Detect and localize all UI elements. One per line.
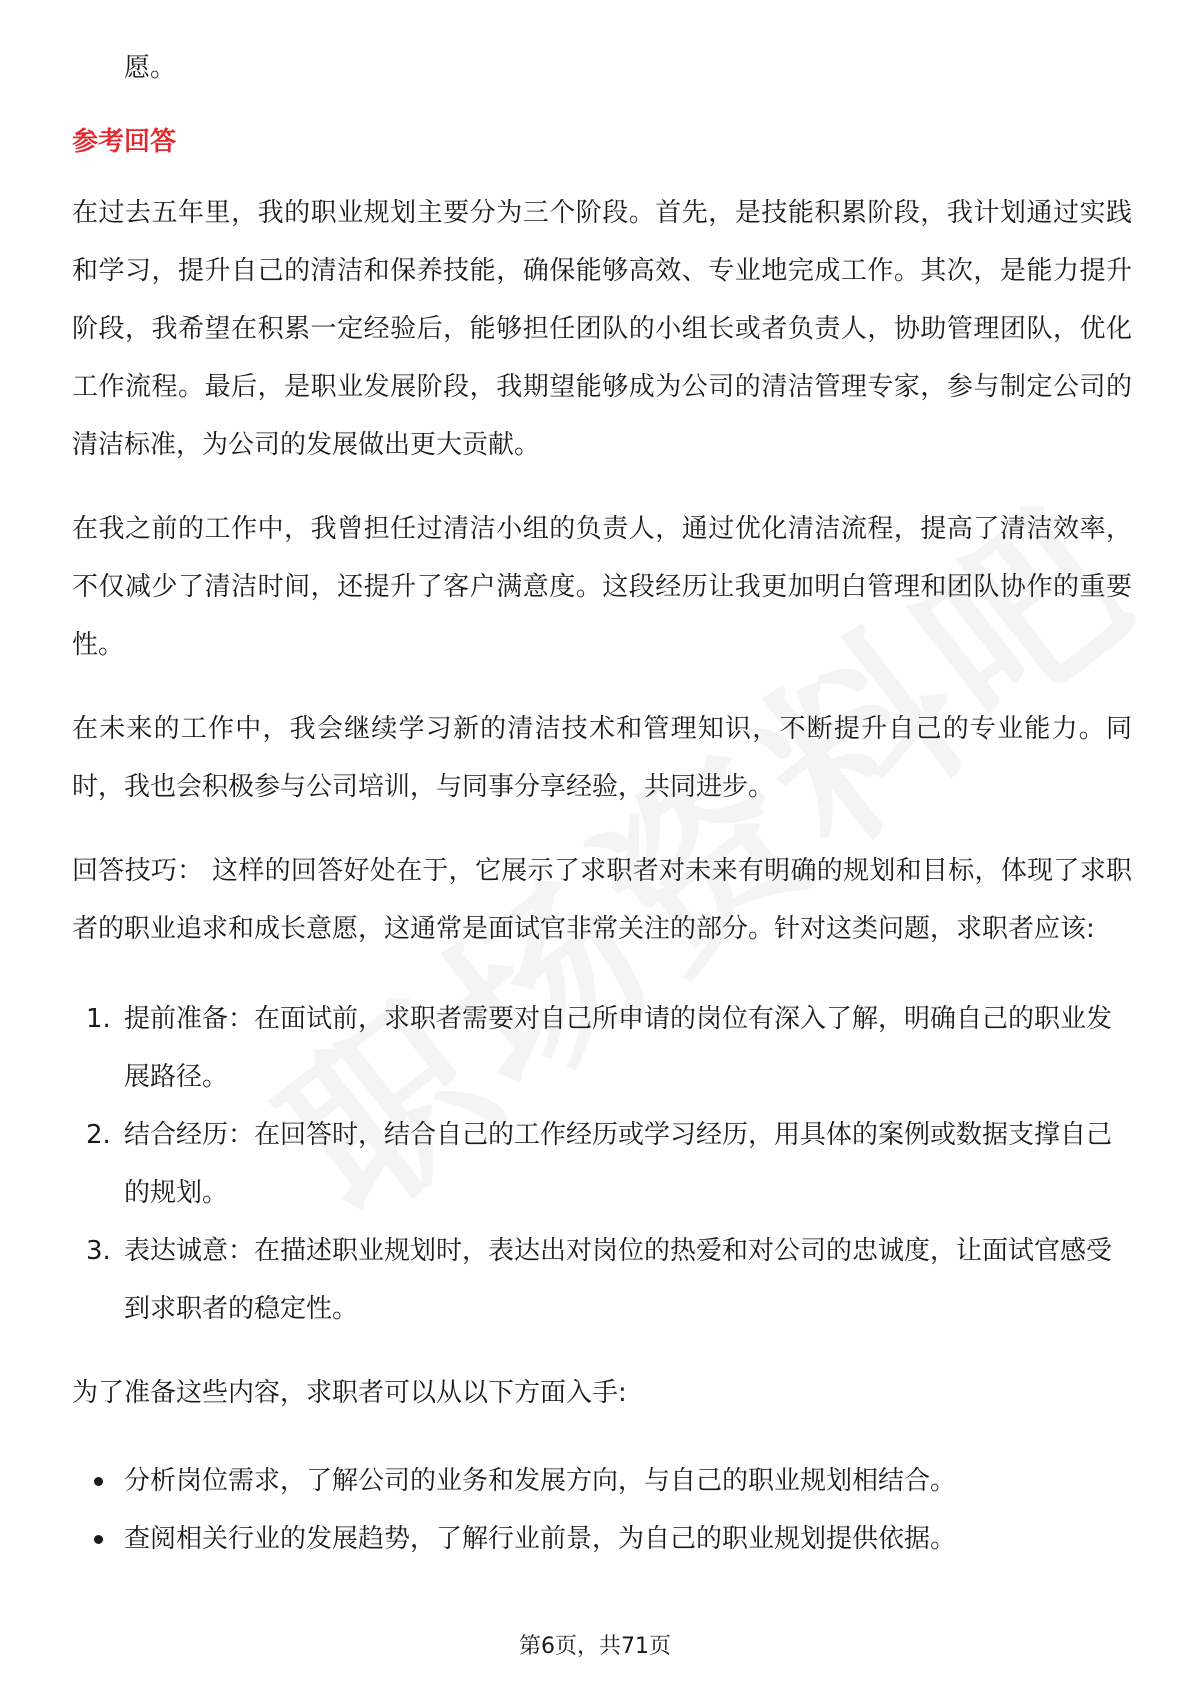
- list-item: [72, 1106, 1132, 1222]
- list-item-text: 查阅相关行业的发展趋势，了解行业前景，为自己的职业规划提供依据。: [124, 1524, 957, 1554]
- page-number-footer: 第6页，共71页: [519, 1634, 671, 1659]
- list-number: 1.: [86, 1004, 111, 1034]
- list-item: [72, 1222, 1132, 1338]
- list-item-text: 结合经历：在回答时，结合自己的工作经历或学习经历，用具体的案例或数据支撑自己的规划。: [124, 1120, 1113, 1208]
- continued-text: 愿。: [124, 53, 177, 83]
- preparation-intro: 为了准备这些内容，求职者可以从以下方面入手:: [72, 1378, 627, 1408]
- list-item: [72, 1510, 1132, 1568]
- bullet-dot-icon: [94, 1535, 103, 1544]
- section-title-reference-answer: 参考回答: [72, 127, 177, 157]
- list-number: 3.: [86, 1236, 111, 1266]
- page-content: [72, 44, 1132, 1568]
- answer-paragraph-2: 在我之前的工作中，我曾担任过清洁小组的负责人，通过优化清洁流程，提高了清洁效率，不仅减少了清洁时间，还提升了客户满意度。这段经历让我更加明白管理和团队协作的重要性。: [72, 514, 1132, 660]
- list-number: 2.: [86, 1120, 111, 1150]
- answer-paragraph-3: 在未来的工作中，我会继续学习新的清洁技术和管理知识，不断提升自己的专业能力。同时，我也会积极参与公司培训，与同事分享经验，共同进步。: [72, 714, 1132, 802]
- list-item-text: 提前准备：在面试前，求职者需要对自己所申请的岗位有深入了解，明确自己的职业发展路径。: [124, 1004, 1113, 1092]
- list-item-text: 表达诚意：在描述职业规划时，表达出对岗位的热爱和对公司的忠诚度，让面试官感受到求职者的稳定性。: [124, 1236, 1113, 1324]
- list-item-text: 分析岗位需求，了解公司的业务和发展方向，与自己的职业规划相结合。: [124, 1466, 957, 1496]
- preparation-bullet-list: [72, 1452, 1132, 1568]
- answer-paragraph-1: 在过去五年里，我的职业规划主要分为三个阶段。首先，是技能积累阶段，我计划通过实践和学习，提升自己的清洁和保养技能，确保能够高效、专业地完成工作。其次，是能力提升阶段，我希望在积累一定经验后，能够担任团队的小组长或者负责人，协助管理团队，优化工作流程。最后，是职业发展阶段，我期望能够成为公司的清洁管理专家，参与制定公司的清洁标准，为公司的发展做出更大贡献。: [72, 198, 1132, 460]
- bullet-dot-icon: [94, 1477, 103, 1486]
- list-item: [72, 1452, 1132, 1510]
- tips-numbered-list: [72, 990, 1132, 1338]
- answer-tips-paragraph: 回答技巧： 这样的回答好处在于，它展示了求职者对未来有明确的规划和目标，体现了求职者的职业追求和成长意愿，这通常是面试官非常关注的部分。针对这类问题，求职者应该:: [72, 856, 1132, 944]
- list-item: [72, 990, 1132, 1106]
